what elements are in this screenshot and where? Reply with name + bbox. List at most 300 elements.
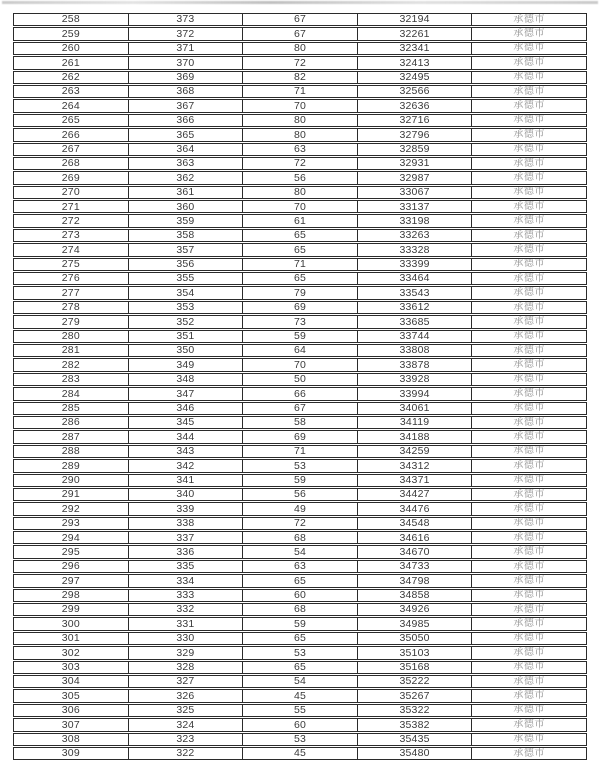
table-row — [13, 430, 587, 443]
city-cell: 承德市 — [471, 157, 587, 170]
index-cell: 260 — [13, 42, 129, 55]
score-cell: 338 — [128, 517, 244, 530]
table-row — [13, 689, 587, 702]
count-cell: 72 — [242, 56, 358, 69]
cumulative-cell: 34476 — [357, 502, 473, 515]
count-cell: 67 — [242, 13, 358, 26]
index-cell: 299 — [13, 603, 129, 616]
city-cell: 承德市 — [471, 661, 587, 674]
score-cell: 367 — [128, 99, 244, 112]
count-cell: 63 — [242, 560, 358, 573]
table-row — [13, 157, 587, 170]
cumulative-cell: 33744 — [357, 330, 473, 343]
city-cell: 承德市 — [471, 143, 587, 156]
count-cell: 64 — [242, 344, 358, 357]
score-cell: 355 — [128, 272, 244, 285]
index-cell: 307 — [13, 718, 129, 731]
score-cell: 359 — [128, 214, 244, 227]
count-cell: 54 — [242, 675, 358, 688]
cumulative-cell: 35322 — [357, 704, 473, 717]
count-cell: 53 — [242, 646, 358, 659]
table-row — [13, 13, 587, 26]
table-row — [13, 56, 587, 69]
score-cell: 350 — [128, 344, 244, 357]
city-cell: 承德市 — [471, 387, 587, 400]
table-row — [13, 42, 587, 55]
city-cell: 承德市 — [471, 85, 587, 98]
score-cell: 341 — [128, 474, 244, 487]
city-cell: 承德市 — [471, 733, 587, 746]
cumulative-cell: 32261 — [357, 27, 473, 40]
table-row — [13, 661, 587, 674]
count-cell: 72 — [242, 157, 358, 170]
cumulative-cell: 33137 — [357, 200, 473, 213]
city-cell: 承德市 — [471, 71, 587, 84]
cumulative-cell: 33808 — [357, 344, 473, 357]
city-cell: 承德市 — [471, 358, 587, 371]
count-cell: 71 — [242, 258, 358, 271]
table-row — [13, 488, 587, 501]
city-cell: 承德市 — [471, 675, 587, 688]
index-cell: 267 — [13, 143, 129, 156]
city-cell: 承德市 — [471, 545, 587, 558]
city-cell: 承德市 — [471, 689, 587, 702]
table-row — [13, 675, 587, 688]
count-cell: 55 — [242, 704, 358, 717]
table-row — [13, 330, 587, 343]
cumulative-cell: 32341 — [357, 42, 473, 55]
index-cell: 302 — [13, 646, 129, 659]
city-cell: 承德市 — [471, 229, 587, 242]
table-row — [13, 27, 587, 40]
cumulative-cell: 34670 — [357, 545, 473, 558]
table-row — [13, 416, 587, 429]
city-cell: 承德市 — [471, 430, 587, 443]
count-cell: 59 — [242, 330, 358, 343]
cumulative-cell: 33994 — [357, 387, 473, 400]
cumulative-cell: 34985 — [357, 617, 473, 630]
city-cell: 承德市 — [471, 747, 587, 760]
table-row — [13, 71, 587, 84]
cumulative-cell: 35435 — [357, 733, 473, 746]
index-cell: 275 — [13, 258, 129, 271]
cropped-row-edge — [2, 1, 598, 4]
count-cell: 70 — [242, 200, 358, 213]
table-row — [13, 718, 587, 731]
count-cell: 61 — [242, 214, 358, 227]
score-cell: 332 — [128, 603, 244, 616]
table-row — [13, 85, 587, 98]
score-cell: 347 — [128, 387, 244, 400]
table-row — [13, 344, 587, 357]
table-row — [13, 589, 587, 602]
score-cell: 345 — [128, 416, 244, 429]
cumulative-cell: 33198 — [357, 214, 473, 227]
cumulative-cell: 33328 — [357, 243, 473, 256]
score-cell: 333 — [128, 589, 244, 602]
city-cell: 承德市 — [471, 27, 587, 40]
index-cell: 298 — [13, 589, 129, 602]
table-row — [13, 531, 587, 544]
score-cell: 352 — [128, 315, 244, 328]
table-row — [13, 99, 587, 112]
count-cell: 80 — [242, 128, 358, 141]
cumulative-cell: 35222 — [357, 675, 473, 688]
score-cell: 369 — [128, 71, 244, 84]
city-cell: 承德市 — [471, 459, 587, 472]
city-cell: 承德市 — [471, 13, 587, 26]
cumulative-cell: 32636 — [357, 99, 473, 112]
score-cell: 328 — [128, 661, 244, 674]
cumulative-cell: 34119 — [357, 416, 473, 429]
cumulative-cell: 32859 — [357, 143, 473, 156]
city-cell: 承德市 — [471, 114, 587, 127]
index-cell: 272 — [13, 214, 129, 227]
table-row — [13, 747, 587, 760]
city-cell: 承德市 — [471, 171, 587, 184]
table-row — [13, 502, 587, 515]
table-row — [13, 114, 587, 127]
city-cell: 承德市 — [471, 646, 587, 659]
city-cell: 承德市 — [471, 286, 587, 299]
count-cell: 80 — [242, 186, 358, 199]
table-row — [13, 603, 587, 616]
count-cell: 79 — [242, 286, 358, 299]
count-cell: 65 — [242, 243, 358, 256]
cumulative-cell: 33928 — [357, 373, 473, 386]
score-cell: 322 — [128, 747, 244, 760]
score-cell: 366 — [128, 114, 244, 127]
score-cell: 368 — [128, 85, 244, 98]
city-cell: 承德市 — [471, 272, 587, 285]
score-cell: 340 — [128, 488, 244, 501]
score-cell: 335 — [128, 560, 244, 573]
cumulative-cell: 33263 — [357, 229, 473, 242]
cumulative-cell: 34926 — [357, 603, 473, 616]
score-cell: 351 — [128, 330, 244, 343]
cumulative-cell: 35267 — [357, 689, 473, 702]
count-cell: 50 — [242, 373, 358, 386]
cumulative-cell: 32566 — [357, 85, 473, 98]
count-cell: 68 — [242, 531, 358, 544]
city-cell: 承德市 — [471, 315, 587, 328]
city-cell: 承德市 — [471, 56, 587, 69]
score-cell: 343 — [128, 445, 244, 458]
cumulative-cell: 33612 — [357, 301, 473, 314]
cumulative-cell: 32413 — [357, 56, 473, 69]
count-cell: 60 — [242, 589, 358, 602]
table-row — [13, 632, 587, 645]
cumulative-cell: 35050 — [357, 632, 473, 645]
score-cell: 344 — [128, 430, 244, 443]
cumulative-cell: 34798 — [357, 574, 473, 587]
count-cell: 65 — [242, 661, 358, 674]
index-cell: 273 — [13, 229, 129, 242]
index-cell: 262 — [13, 71, 129, 84]
table-row — [13, 402, 587, 415]
index-cell: 286 — [13, 416, 129, 429]
table-row — [13, 143, 587, 156]
count-cell: 71 — [242, 445, 358, 458]
index-cell: 287 — [13, 430, 129, 443]
score-cell: 334 — [128, 574, 244, 587]
table-row — [13, 272, 587, 285]
score-cell: 337 — [128, 531, 244, 544]
score-cell: 356 — [128, 258, 244, 271]
table-row — [13, 200, 587, 213]
score-cell: 327 — [128, 675, 244, 688]
cumulative-cell: 32931 — [357, 157, 473, 170]
score-cell: 348 — [128, 373, 244, 386]
index-cell: 309 — [13, 747, 129, 760]
count-cell: 45 — [242, 689, 358, 702]
table-row — [13, 373, 587, 386]
index-cell: 301 — [13, 632, 129, 645]
count-cell: 80 — [242, 114, 358, 127]
table-row — [13, 733, 587, 746]
count-cell: 65 — [242, 574, 358, 587]
index-cell: 268 — [13, 157, 129, 170]
city-cell: 承德市 — [471, 617, 587, 630]
city-cell: 承德市 — [471, 258, 587, 271]
table-row — [13, 545, 587, 558]
cumulative-cell: 34259 — [357, 445, 473, 458]
score-table — [13, 13, 587, 760]
city-cell: 承德市 — [471, 128, 587, 141]
score-cell: 364 — [128, 143, 244, 156]
table-row — [13, 474, 587, 487]
count-cell: 59 — [242, 617, 358, 630]
score-cell: 323 — [128, 733, 244, 746]
index-cell: 291 — [13, 488, 129, 501]
count-cell: 45 — [242, 747, 358, 760]
score-cell: 361 — [128, 186, 244, 199]
index-cell: 271 — [13, 200, 129, 213]
count-cell: 58 — [242, 416, 358, 429]
table-row — [13, 387, 587, 400]
cumulative-cell: 33685 — [357, 315, 473, 328]
score-cell: 365 — [128, 128, 244, 141]
city-cell: 承德市 — [471, 445, 587, 458]
city-cell: 承德市 — [471, 186, 587, 199]
count-cell: 53 — [242, 459, 358, 472]
index-cell: 300 — [13, 617, 129, 630]
cumulative-cell: 34188 — [357, 430, 473, 443]
score-cell: 357 — [128, 243, 244, 256]
city-cell: 承德市 — [471, 560, 587, 573]
table-row — [13, 286, 587, 299]
index-cell: 274 — [13, 243, 129, 256]
count-cell: 68 — [242, 603, 358, 616]
index-cell: 289 — [13, 459, 129, 472]
table-row — [13, 258, 587, 271]
index-cell: 270 — [13, 186, 129, 199]
cumulative-cell: 32194 — [357, 13, 473, 26]
cumulative-cell: 34858 — [357, 589, 473, 602]
count-cell: 67 — [242, 27, 358, 40]
score-cell: 353 — [128, 301, 244, 314]
count-cell: 60 — [242, 718, 358, 731]
score-cell: 329 — [128, 646, 244, 659]
index-cell: 276 — [13, 272, 129, 285]
index-cell: 261 — [13, 56, 129, 69]
index-cell: 265 — [13, 114, 129, 127]
city-cell: 承德市 — [471, 402, 587, 415]
city-cell: 承德市 — [471, 214, 587, 227]
score-cell: 330 — [128, 632, 244, 645]
index-cell: 303 — [13, 661, 129, 674]
index-cell: 295 — [13, 545, 129, 558]
count-cell: 56 — [242, 171, 358, 184]
city-cell: 承德市 — [471, 704, 587, 717]
index-cell: 259 — [13, 27, 129, 40]
count-cell: 72 — [242, 517, 358, 530]
city-cell: 承德市 — [471, 502, 587, 515]
score-cell: 325 — [128, 704, 244, 717]
city-cell: 承德市 — [471, 603, 587, 616]
city-cell: 承德市 — [471, 574, 587, 587]
score-cell: 372 — [128, 27, 244, 40]
score-cell: 362 — [128, 171, 244, 184]
index-cell: 290 — [13, 474, 129, 487]
cumulative-cell: 34061 — [357, 402, 473, 415]
index-cell: 308 — [13, 733, 129, 746]
table-row — [13, 229, 587, 242]
cumulative-cell: 32495 — [357, 71, 473, 84]
count-cell: 65 — [242, 632, 358, 645]
city-cell: 承德市 — [471, 330, 587, 343]
table-row — [13, 704, 587, 717]
score-cell: 363 — [128, 157, 244, 170]
cumulative-cell: 32987 — [357, 171, 473, 184]
cumulative-cell: 33543 — [357, 286, 473, 299]
table-row — [13, 459, 587, 472]
table-row — [13, 517, 587, 530]
table-row — [13, 214, 587, 227]
city-cell: 承德市 — [471, 373, 587, 386]
table-row — [13, 574, 587, 587]
score-cell: 336 — [128, 545, 244, 558]
count-cell: 56 — [242, 488, 358, 501]
table-row — [13, 315, 587, 328]
cumulative-cell: 33878 — [357, 358, 473, 371]
index-cell: 296 — [13, 560, 129, 573]
city-cell: 承德市 — [471, 243, 587, 256]
cumulative-cell: 34312 — [357, 459, 473, 472]
count-cell: 65 — [242, 272, 358, 285]
index-cell: 294 — [13, 531, 129, 544]
cumulative-cell: 33464 — [357, 272, 473, 285]
score-cell: 354 — [128, 286, 244, 299]
cumulative-cell: 34427 — [357, 488, 473, 501]
index-cell: 306 — [13, 704, 129, 717]
count-cell: 54 — [242, 545, 358, 558]
index-cell: 281 — [13, 344, 129, 357]
index-cell: 269 — [13, 171, 129, 184]
city-cell: 承德市 — [471, 531, 587, 544]
city-cell: 承德市 — [471, 589, 587, 602]
score-cell: 342 — [128, 459, 244, 472]
index-cell: 305 — [13, 689, 129, 702]
city-cell: 承德市 — [471, 416, 587, 429]
table-row — [13, 171, 587, 184]
index-cell: 277 — [13, 286, 129, 299]
count-cell: 73 — [242, 315, 358, 328]
index-cell: 297 — [13, 574, 129, 587]
score-cell: 326 — [128, 689, 244, 702]
table-row — [13, 646, 587, 659]
city-cell: 承德市 — [471, 517, 587, 530]
city-cell: 承德市 — [471, 42, 587, 55]
count-cell: 69 — [242, 430, 358, 443]
index-cell: 266 — [13, 128, 129, 141]
table-row — [13, 243, 587, 256]
score-cell: 346 — [128, 402, 244, 415]
score-cell: 349 — [128, 358, 244, 371]
table-row — [13, 128, 587, 141]
cumulative-cell: 33067 — [357, 186, 473, 199]
index-cell: 263 — [13, 85, 129, 98]
index-cell: 258 — [13, 13, 129, 26]
cumulative-cell: 32716 — [357, 114, 473, 127]
score-cell: 370 — [128, 56, 244, 69]
table-row — [13, 186, 587, 199]
cumulative-cell: 35103 — [357, 646, 473, 659]
index-cell: 304 — [13, 675, 129, 688]
count-cell: 80 — [242, 42, 358, 55]
score-cell: 331 — [128, 617, 244, 630]
cumulative-cell: 33399 — [357, 258, 473, 271]
cumulative-cell: 34371 — [357, 474, 473, 487]
city-cell: 承德市 — [471, 474, 587, 487]
score-cell: 339 — [128, 502, 244, 515]
cumulative-cell: 34616 — [357, 531, 473, 544]
city-cell: 承德市 — [471, 99, 587, 112]
index-cell: 292 — [13, 502, 129, 515]
table-row — [13, 358, 587, 371]
city-cell: 承德市 — [471, 301, 587, 314]
count-cell: 67 — [242, 402, 358, 415]
index-cell: 264 — [13, 99, 129, 112]
city-cell: 承德市 — [471, 488, 587, 501]
count-cell: 59 — [242, 474, 358, 487]
score-cell: 360 — [128, 200, 244, 213]
count-cell: 66 — [242, 387, 358, 400]
cumulative-cell: 35168 — [357, 661, 473, 674]
count-cell: 49 — [242, 502, 358, 515]
city-cell: 承德市 — [471, 200, 587, 213]
score-cell: 324 — [128, 718, 244, 731]
table-row — [13, 617, 587, 630]
cumulative-cell: 35480 — [357, 747, 473, 760]
score-cell: 371 — [128, 42, 244, 55]
index-cell: 278 — [13, 301, 129, 314]
score-cell: 358 — [128, 229, 244, 242]
cumulative-cell: 34548 — [357, 517, 473, 530]
index-cell: 285 — [13, 402, 129, 415]
city-cell: 承德市 — [471, 718, 587, 731]
index-cell: 282 — [13, 358, 129, 371]
cumulative-cell: 35382 — [357, 718, 473, 731]
city-cell: 承德市 — [471, 344, 587, 357]
count-cell: 53 — [242, 733, 358, 746]
city-cell: 承德市 — [471, 632, 587, 645]
index-cell: 280 — [13, 330, 129, 343]
index-cell: 279 — [13, 315, 129, 328]
cumulative-cell: 32796 — [357, 128, 473, 141]
cumulative-cell: 34733 — [357, 560, 473, 573]
count-cell: 63 — [242, 143, 358, 156]
